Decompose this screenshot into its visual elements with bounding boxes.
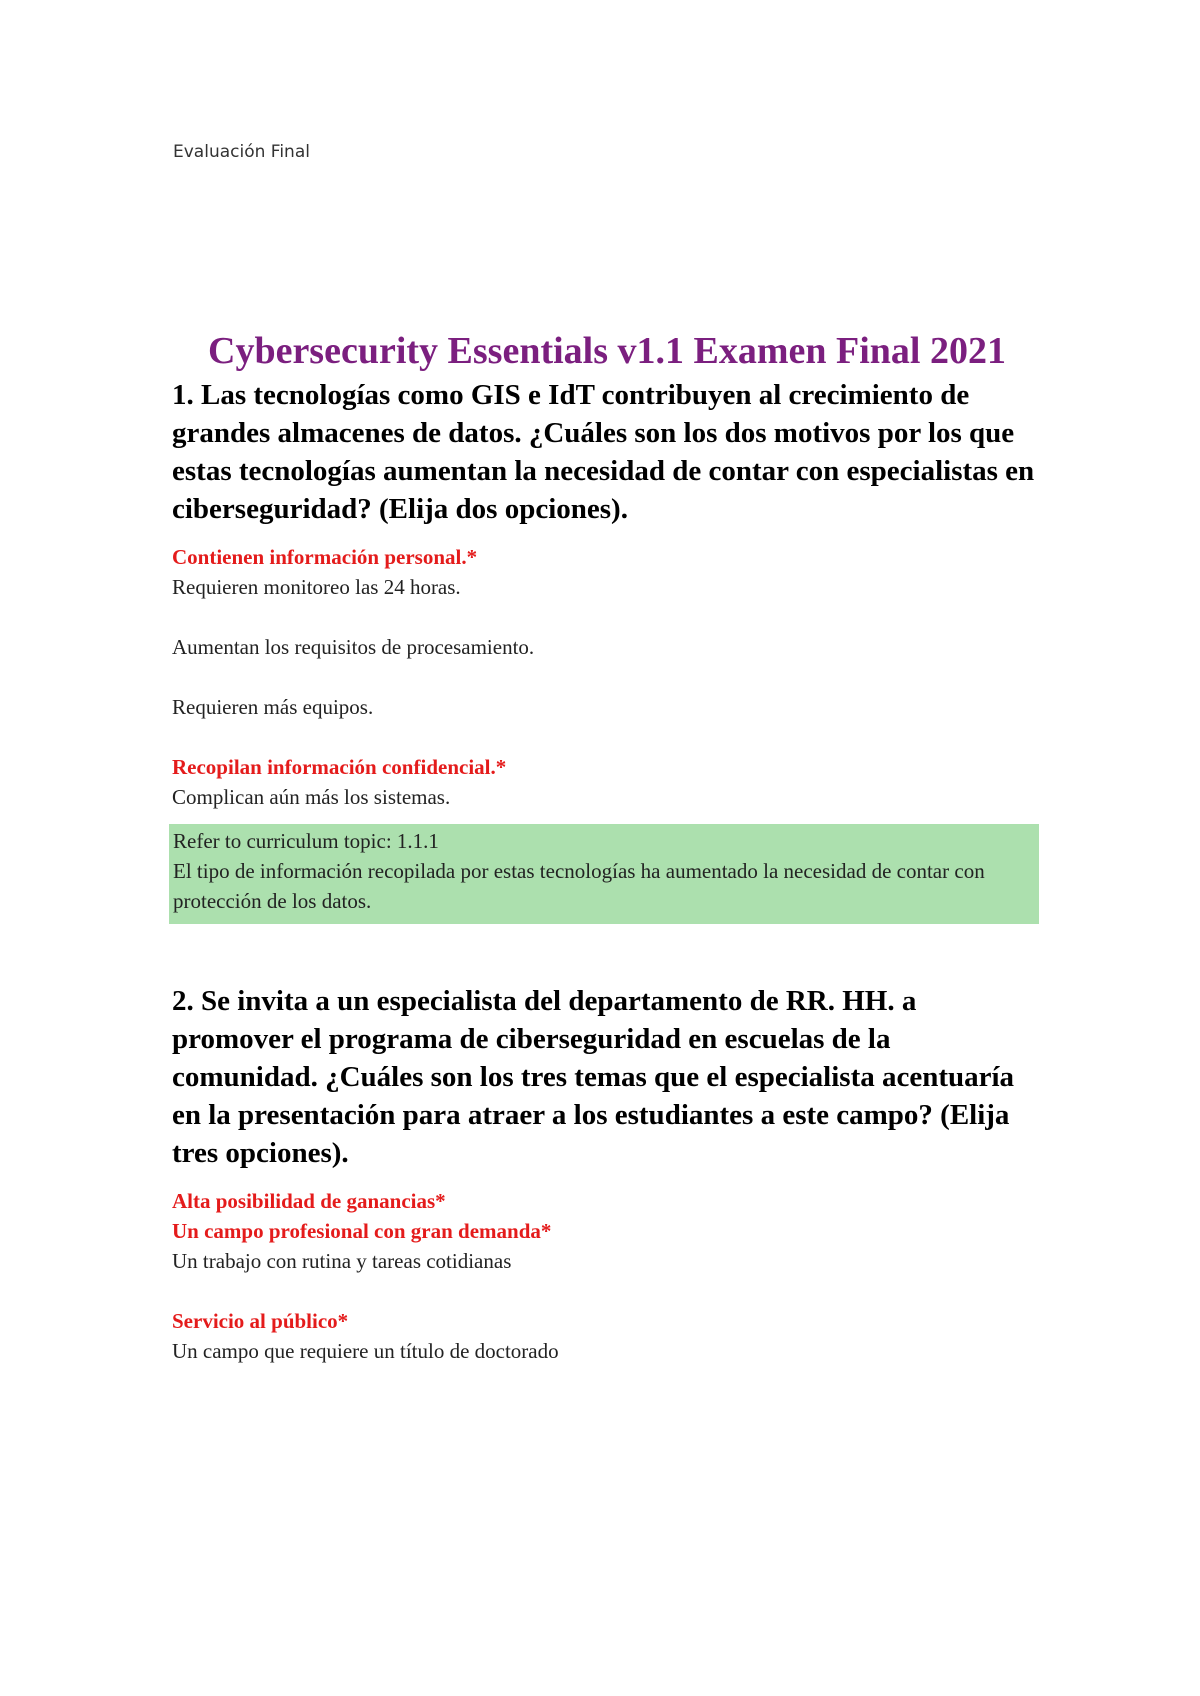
option: Complican aún más los sistemas. <box>172 785 451 809</box>
question-1-options <box>172 542 1042 812</box>
feedback-box <box>169 824 1039 924</box>
option-correct: Servicio al público* <box>172 1309 349 1333</box>
document-content <box>172 328 1042 1366</box>
option: Un campo que requiere un título de doctorado <box>172 1339 559 1363</box>
option-correct: Contienen información personal.* <box>172 545 478 569</box>
option-correct: Recopilan información confidencial.* <box>172 755 507 779</box>
option-correct: Alta posibilidad de ganancias* <box>172 1189 446 1213</box>
page-header: Evaluación Final <box>173 142 310 162</box>
option: Requieren más equipos. <box>172 695 374 719</box>
question-1-text: 1. Las tecnologías como GIS e IdT contribuyen al crecimiento de grandes almacenes de datos. ¿Cuáles son los dos motivos por los que estas tecnologías aumentan la necesidad de contar con especialistas en ciberseguridad? (Elija dos opciones). <box>172 379 1035 525</box>
option: Requieren monitoreo las 24 horas. <box>172 575 461 599</box>
question-2-text: 2. Se invita a un especialista del departamento de RR. HH. a promover el programa de ciberseguridad en escuelas de la comunidad. ¿Cuáles son los tres temas que el especialista acentuaría en la presentación para atraer a los estudiantes a este campo? (Elija tres opciones). <box>172 985 1015 1169</box>
option: Aumentan los requisitos de procesamiento. <box>172 635 535 659</box>
option: Un trabajo con rutina y tareas cotidianas <box>172 1249 512 1273</box>
feedback-topic: Refer to curriculum topic: 1.1.1 <box>173 829 439 853</box>
option-correct: Un campo profesional con gran demanda* <box>172 1219 552 1243</box>
question-2-options <box>172 1186 1042 1366</box>
feedback-explanation: El tipo de información recopilada por estas tecnologías ha aumentado la necesidad de contar con protección de los datos. <box>173 859 985 913</box>
document-title: Cybersecurity Essentials v1.1 Examen Final 2021 <box>208 330 1006 372</box>
